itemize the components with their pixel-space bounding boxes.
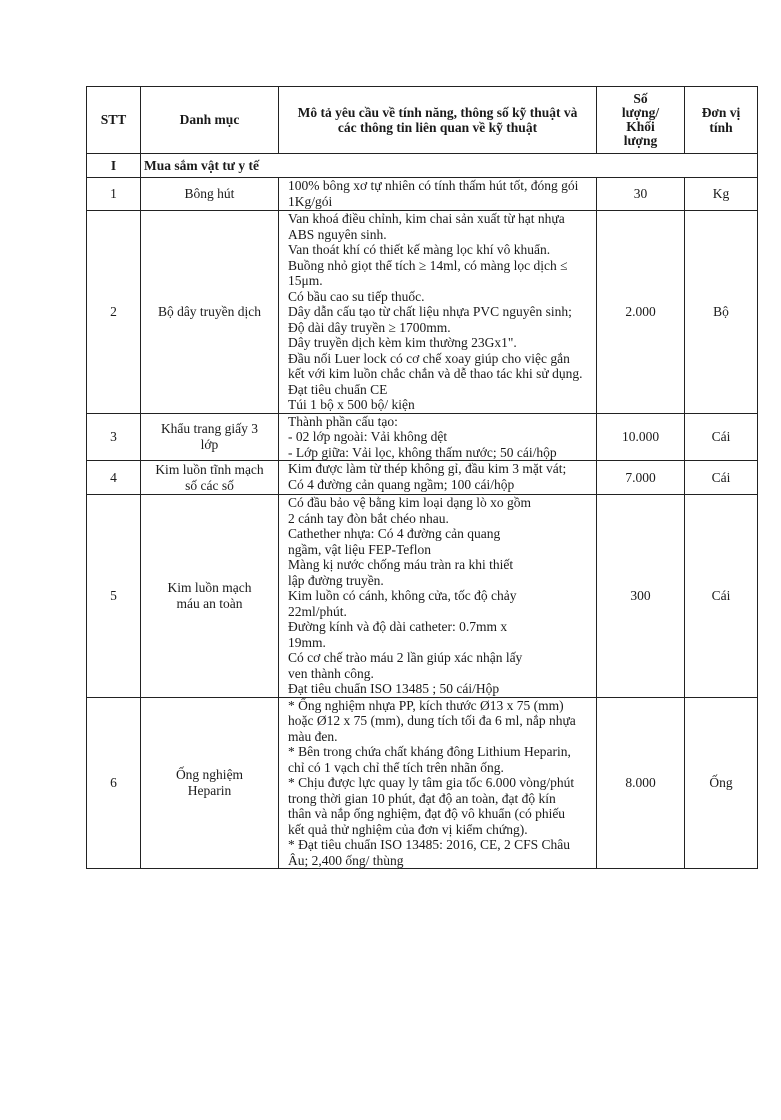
row-item-name: Bộ dây truyền dịch [141, 211, 279, 414]
row-unit: Kg [685, 178, 758, 211]
row-unit: Cái [685, 413, 758, 461]
table-row [87, 211, 758, 414]
table-row [87, 413, 758, 461]
row-item-name: Khẩu trang giấy 3 lớp [141, 413, 279, 461]
row-unit: Cái [685, 461, 758, 495]
row-item-name: Bông hút [141, 178, 279, 211]
row-description: Có đầu bảo vệ bằng kim loại dạng lò xo gồm 2 cánh tay đòn bắt chéo nhau. Cathether nhựa: Có 4 đường cản quang ngầm, vật liệu FEP-Teflon Màng kị nước chống máu tràn ra khi thiết lập đường truyền. Kim luồn có cánh, không cửa, tốc độ chảy 22ml/phút. Đường kính và độ dài catheter: 0.7mm x 19mm. Có cơ chế trào máu 2 lần giúp xác nhận lấy ven thành công. Đạt tiêu chuẩn ISO 13485 ; 50 cái/Hộp [279, 495, 597, 698]
row-unit: Bộ [685, 211, 758, 414]
row-stt: 6 [87, 697, 141, 869]
row-stt: 4 [87, 461, 141, 495]
row-quantity: 7.000 [597, 461, 685, 495]
row-stt: 3 [87, 413, 141, 461]
row-quantity: 300 [597, 495, 685, 698]
row-stt: 5 [87, 495, 141, 698]
table-row [87, 697, 758, 869]
header-category: Danh mục [141, 87, 279, 154]
row-stt: 2 [87, 211, 141, 414]
row-unit: Ống [685, 697, 758, 869]
row-item-name: Kim luồn mạch máu an toàn [141, 495, 279, 698]
row-quantity: 2.000 [597, 211, 685, 414]
group-stt: I [87, 154, 141, 178]
row-quantity: 8.000 [597, 697, 685, 869]
header-unit: Đơn vị tính [685, 87, 758, 154]
row-description: Van khoá điều chỉnh, kim chai sản xuất từ hạt nhựa ABS nguyên sinh. Van thoát khí có thiết kế màng lọc khí vô khuẩn. Buồng nhỏ giọt thể tích ≥ 14ml, có màng lọc dịch ≤ 15μm. Có bầu cao su tiếp thuốc. Dây dẫn cấu tạo từ chất liệu nhựa PVC nguyên sinh; Độ dài dây truyền ≥ 1700mm. Dây truyền dịch kèm kim thường 23Gx1". Đầu nối Luer lock có cơ chế xoay giúp cho việc gắn kết với kim luồn chắc chắn và dễ thao tác khi sử dụng. Đạt tiêu chuẩn CE Túi 1 bộ x 500 bộ/ kiện [279, 211, 597, 414]
group-title: Mua sắm vật tư y tế [141, 154, 758, 178]
row-item-name: Kim luồn tĩnh mạch số các số [141, 461, 279, 495]
header-description: Mô tả yêu cầu về tính năng, thông số kỹ thuật và các thông tin liên quan về kỹ thuật [279, 87, 597, 154]
row-description: Kim được làm từ thép không gỉ, đầu kim 3 mặt vát; Có 4 đường cản quang ngầm; 100 cái/hộp [279, 461, 597, 495]
table-header-row [87, 87, 758, 154]
row-description: 100% bông xơ tự nhiên có tính thấm hút tốt, đóng gói 1Kg/gói [279, 178, 597, 211]
group-row [87, 154, 758, 178]
row-description: Thành phần cấu tạo: - 02 lớp ngoài: Vải không dệt - Lớp giữa: Vải lọc, không thấm nước; 50 cái/hộp [279, 413, 597, 461]
table-row [87, 461, 758, 495]
row-quantity: 10.000 [597, 413, 685, 461]
row-description: * Ống nghiệm nhựa PP, kích thước Ø13 x 75 (mm) hoặc Ø12 x 75 (mm), dung tích tối đa 6 ml, nắp nhựa màu đen. * Bên trong chứa chất kháng đông Lithium Heparin, chỉ có 1 vạch chỉ thể tích trên nhãn ống. * Chịu được lực quay ly tâm gia tốc 6.000 vòng/phút trong thời gian 10 phút, đạt độ an toàn, đạt độ kín thân và nắp ống nghiệm, đạt độ vô khuẩn (có phiếu kết quả thử nghiệm của đơn vị kiểm chứng). * Đạt tiêu chuẩn ISO 13485: 2016, CE, 2 CFS Châu Âu; 2,400 ống/ thùng [279, 697, 597, 869]
table-row [87, 495, 758, 698]
header-stt: STT [87, 87, 141, 154]
row-item-name: Ống nghiệm Heparin [141, 697, 279, 869]
header-quantity: Số lượng/ Khối lượng [597, 87, 685, 154]
row-stt: 1 [87, 178, 141, 211]
table-row [87, 178, 758, 211]
row-unit: Cái [685, 495, 758, 698]
row-quantity: 30 [597, 178, 685, 211]
procurement-document [86, 86, 758, 869]
supply-table [86, 86, 758, 869]
